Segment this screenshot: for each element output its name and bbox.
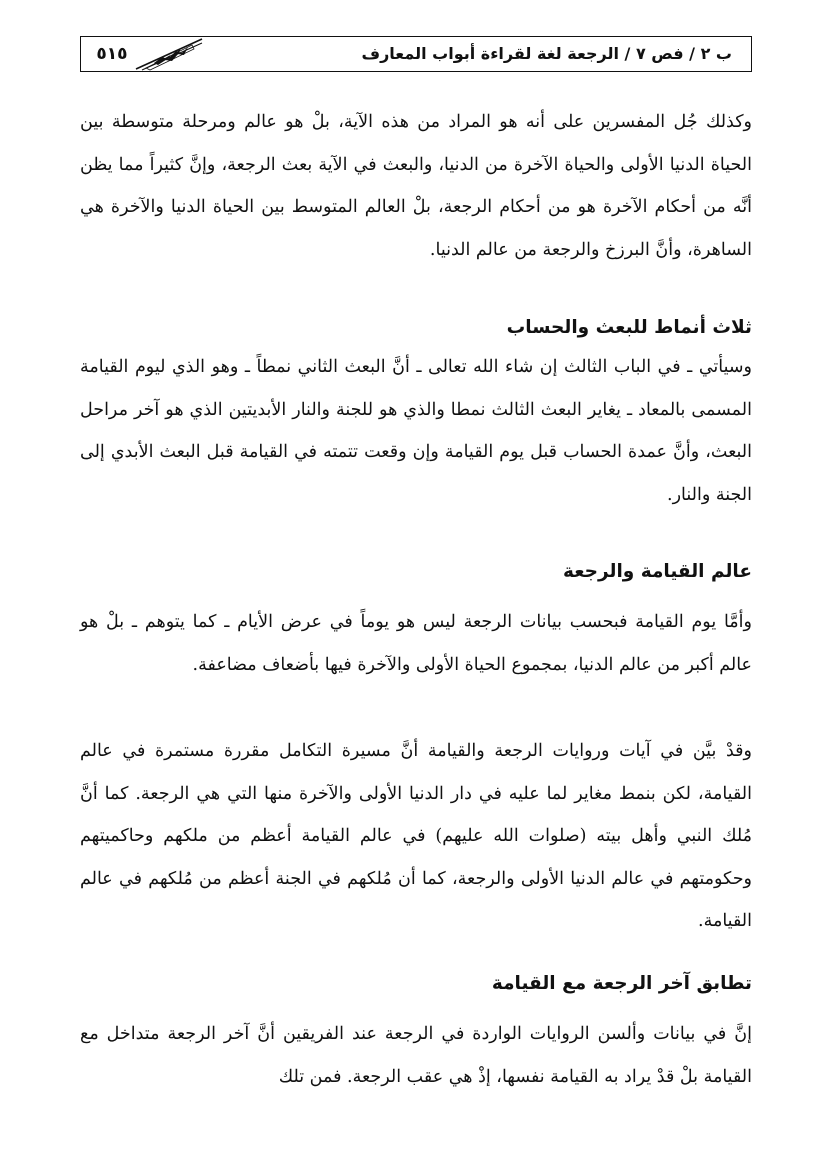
- section-heading-1: [80, 316, 752, 340]
- running-header-title: ب ٢ / فص ٧ / الرجعة لغة لقراءة أبواب المعارف: [361, 44, 732, 63]
- section-heading-3: [80, 972, 752, 996]
- section-heading-2-text: عالم القيامة والرجعة: [563, 561, 752, 582]
- paragraph-4: [80, 730, 752, 943]
- paragraph-3: [80, 601, 752, 686]
- paragraph-3-text: وأمَّا يوم القيامة فبحسب بيانات الرجعة ليس هو يوماً في عرض الأيام ـ كما يتوهم ـ بلْ هو عالم أكبر من عالم الدنيا، بمجموع الحياة الأولى والآخرة فيها بأضعاف مضاعفة.: [80, 612, 752, 675]
- paragraph-2: [80, 346, 752, 516]
- section-heading-2: [80, 560, 752, 584]
- header-ornament-icon: [132, 37, 204, 71]
- paragraph-4-text: وقدْ بيَّن في آيات وروايات الرجعة والقيامة أنَّ مسيرة التكامل مقررة مستمرة في عالم القيامة، لكن بنمط مغاير لما عليه في دار الدنيا الأولى والآخرة منها التي هي الرجعة. كما أنَّ مُلك النبي وأهل بيته (صلوات الله عليهم) في عالم القيامة أعظم من ملكهم وحاكميتهم وحكومتهم في عالم الدنيا الأولى والرجعة، كما أن مُلكهم في الجنة أعظم من مُلكهم في عالم القيامة.: [80, 741, 752, 932]
- paragraph-1-text: وكذلك جُل المفسرين على أنه هو المراد من هذه الآية، بلْ هو عالم ومرحلة متوسطة بين الحياة الدنيا الأولى والحياة الآخرة من الدنيا، والبعث في الآية بعث الرجعة، وإنَّ كثيراً مما يظن أنَّه من أحكام الآخرة هو من أحكام الرجعة، بلْ العالم المتوسط بين الحياة الدنيا والآخرة هي الساهرة، وأنَّ البرزخ والرجعة من عالم الدنيا.: [80, 112, 752, 260]
- paragraph-5: [80, 1013, 752, 1098]
- paragraph-2-text: وسيأتي ـ في الباب الثالث إن شاء الله تعالى ـ أنَّ البعث الثاني نمطاً ـ وهو الذي ليوم القيامة المسمى بالمعاد ـ يغاير البعث الثالث نمطا والذي هو للجنة والنار الأبديتين الذي هو آخر مراحل البعث، وأنَّ عمدة الحساب قبل يوم القيامة وإن وقعت تتمته في القيامة قبل البعث الأبدي إلى الجنة والنار.: [80, 357, 752, 505]
- section-heading-3-text: تطابق آخر الرجعة مع القيامة: [491, 973, 752, 994]
- paragraph-5-text: إنَّ في بيانات وألسن الروايات الواردة في الرجعة عند الفريقين أنَّ آخر الرجعة متداخل مع القيامة بلْ قدْ يراد به القيامة نفسها، إذْ هي عقب الرجعة. فمن تلك: [80, 1024, 752, 1087]
- paragraph-1: [80, 101, 752, 271]
- section-heading-1-text: ثلاث أنماط للبعث والحساب: [506, 317, 752, 338]
- page-number: ٥١٥: [96, 44, 128, 64]
